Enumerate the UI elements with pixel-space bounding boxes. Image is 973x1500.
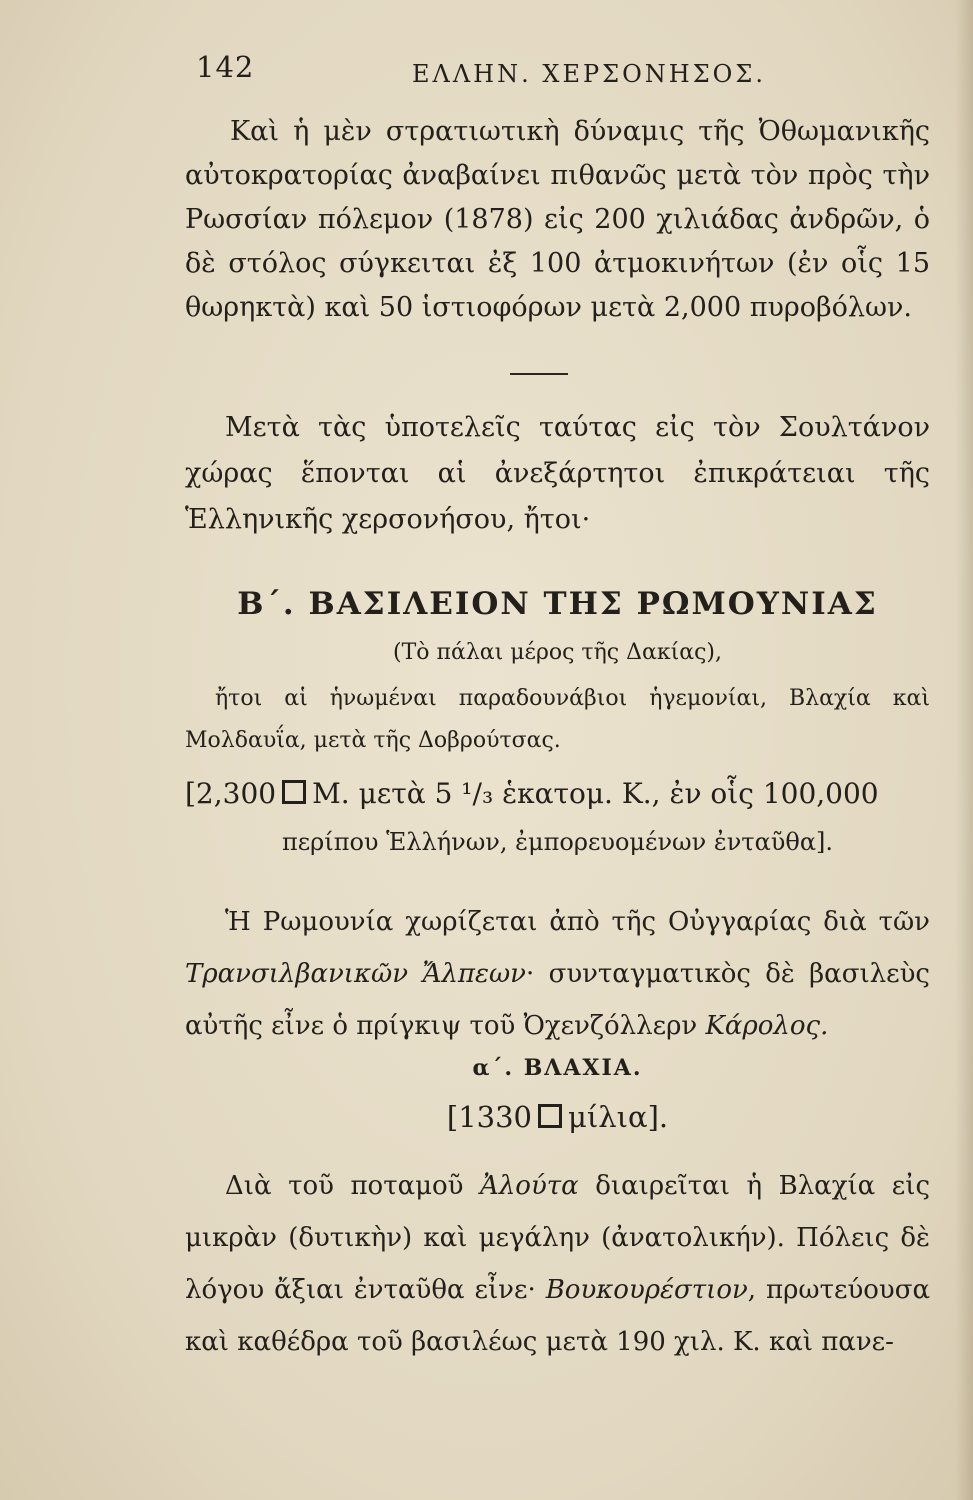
- wallachia-area-number: [1330: [446, 1100, 533, 1134]
- wallachia-area-unit: μίλια].: [568, 1100, 669, 1134]
- square-icon: [538, 1104, 562, 1128]
- section-heading-wallachia: α΄. ΒΛΑΧΙΑ.: [472, 1055, 643, 1081]
- transylvanian-alps: Τρανσιλβανικῶν Ἄλπεων: [185, 959, 526, 989]
- bucharest: Βουκουρέστιον: [545, 1275, 748, 1305]
- wallachia-body: [185, 1160, 930, 1368]
- section-subheading-dacia: (Τὸ πάλαι μέρος τῆς Δακίας),: [393, 640, 722, 665]
- page-edge: [955, 0, 973, 1500]
- romania-area: [185, 770, 930, 866]
- square-icon: [282, 780, 306, 804]
- paragraph-ottoman-forces: Καὶ ἡ μὲν στρατιωτικὴ δύναμις τῆς Ὀθωμανικῆς αὐτοκρατορίας ἀναβαίνει πιθανῶς μετὰ τὸν πρὸς τὴν Ρωσσίαν πόλεμον (1878) εἰς 200 χιλιάδας ἀνδρῶν, ὁ δὲ στόλος σύγκειται ἐξ 100 ἀτμοκινήτων (ἐν οἷς 15 θωρηκτὰ) καὶ 50 ἱστιοφόρων μετὰ 2,000 πυροβόλων.: [185, 116, 930, 323]
- king-carol: Κάρολος.: [705, 1011, 829, 1041]
- section-divider: [510, 373, 568, 375]
- romania-area-rest: Μ. μετὰ 5 ¹/₃ ἑκατομ. Κ., ἐν οἷς 100,000: [312, 777, 879, 810]
- wallachia-area: [185, 1100, 930, 1134]
- romania-area-line-2: περίπου Ἑλλήνων, ἐμπορευομένων ἐνταῦθα].: [281, 828, 834, 856]
- romania-body: [185, 896, 930, 1052]
- wallachia-text-2: διαιρεῖται ἡ Βλαχία εἰς μικρὰν (δυτικὴν) καὶ μεγάλην (ἀνατολικήν). Πόλεις δὲ λόγου ἄξιαι ἐνταῦθα εἶνε·: [185, 1171, 931, 1305]
- romania-body-middle: · συνταγματικὸς δὲ βασιλεὺς αὐτῆς εἶνε ὁ πρίγκιψ τοῦ Ὀχενζόλλερν: [185, 959, 930, 1041]
- section-heading-romania: Β΄. ΒΑΣΙΛΕΙΟΝ ΤΗΣ ΡΩΜΟΥΝΙΑΣ: [237, 586, 878, 622]
- page-header: [0, 50, 973, 100]
- wallachia-text-3: , πρωτεύουσα καὶ καθέδρα τοῦ βασιλέως μετὰ 190 χιλ. Κ. καὶ πανε-: [185, 1275, 931, 1357]
- romania-description: ἤτοι αἱ ἡνωμέναι παραδουνάβιοι ἡγεμονίαι, Βλαχία καὶ Μολδαυΐα, μετὰ τῆς Δοβρούτσας.: [185, 686, 930, 753]
- river-aluta: Ἀλούτα: [480, 1171, 579, 1201]
- page-number: 142: [196, 50, 255, 84]
- romania-area-number: [2,300: [185, 777, 277, 810]
- romania-body-start: Ἡ Ρωμουνία χωρίζεται ἀπὸ τῆς Οὐγγαρίας διὰ τῶν: [225, 907, 930, 937]
- paragraph-independent-states: Μετὰ τὰς ὑποτελεῖς ταύτας εἰς τὸν Σουλτάνον χώρας ἕπονται αἱ ἀνεξάρτητοι ἐπικράτειαι τῆς Ἑλληνικῆς χερσονήσου, ἤτοι·: [185, 412, 930, 535]
- wallachia-text-1: Διὰ τοῦ ποταμοῦ: [225, 1171, 464, 1201]
- running-head: ΕΛΛΗΝ. ΧΕΡΣΟΝΗΣΟΣ.: [412, 60, 766, 88]
